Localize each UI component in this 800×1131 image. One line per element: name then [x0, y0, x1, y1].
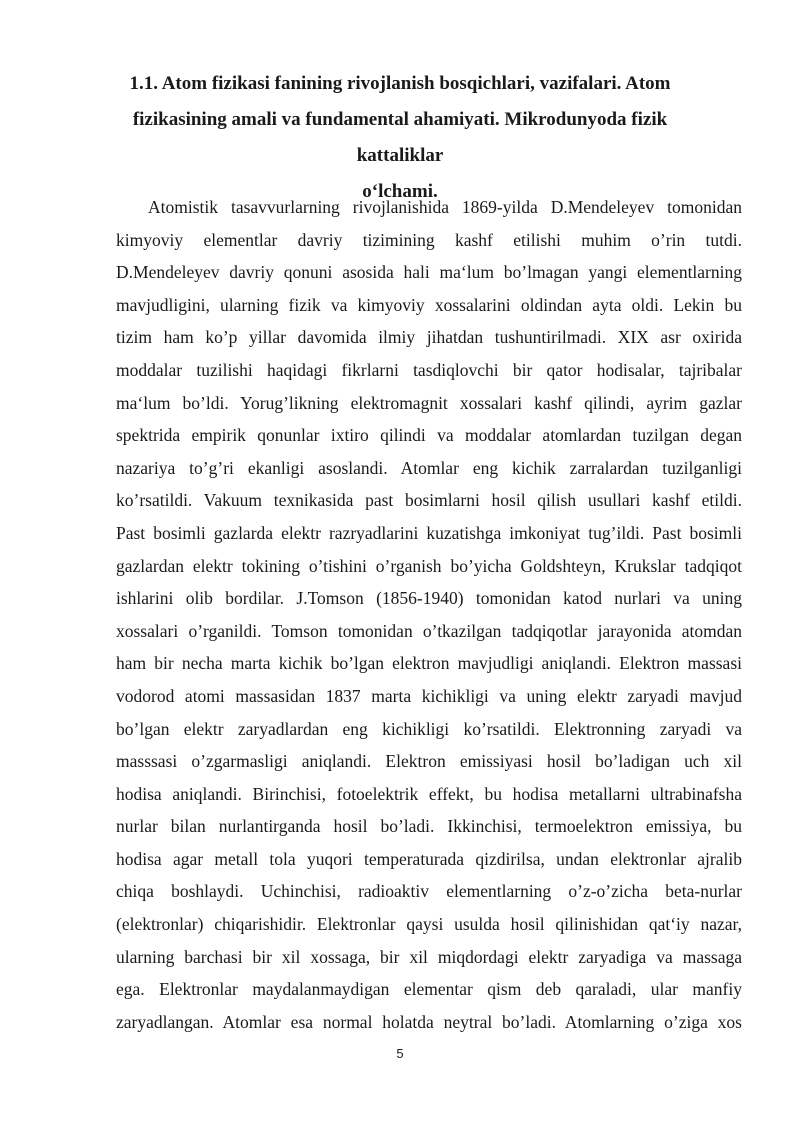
paragraph-line: ham bir necha marta kichik bo’lgan elektron mavjudligi aniqlandi. Elektron massasi: [116, 653, 742, 674]
paragraph-line: kimyoviy elementlar davriy tizimining kashf etilishi muhim o’rin tutdi.: [116, 229, 742, 250]
heading-line: fizikasining amali va fundamental ahamiyati. Mikrodunyoda fizik kattaliklar: [132, 109, 668, 166]
paragraph-line: tizim ham ko’p yillar davomida ilmiy jihatdan tushuntirilmadi. XIX asr oxirida: [116, 327, 742, 348]
paragraph-line: xossalari o’rganildi. Tomson tomonidan o’tkazilgan tadqiqotlar jarayonida atomdan: [116, 620, 742, 641]
paragraph-line: spektrida empirik qonunlar ixtiro qilindi va moddalar atomlardan tuzilgan degan: [116, 425, 742, 446]
paragraph-line: gazlardan elektr tokining o’tishini o’rganish bo’yicha Goldshteyn, Krukslar tadqiqot: [116, 555, 742, 576]
paragraph-line: nazariya to’g’ri ekanligi asoslandi. Atomlar eng kichik zarralardan tuzilganligi: [116, 457, 742, 478]
paragraph-line: (elektronlar) chiqarishidir. Elektronlar qaysi usulda hosil qilinishidan qat‘iy nazar,: [116, 914, 742, 935]
paragraph-line: ishlarini olib bordilar. J.Tomson (1856-1940) tomonidan katod nurlari va uning: [116, 588, 742, 609]
paragraph-line: nurlar bilan nurlantirganda hosil bo’ladi. Ikkinchisi, termoelektron emissiya, bu: [116, 816, 742, 837]
section-heading: [112, 66, 688, 210]
paragraph-line: ma‘lum bo’ldi. Yorug’likning elektromagnit xossalari kashf qilindi, ayrim gazlar: [116, 392, 742, 413]
paragraph-line: D.Mendeleyev davriy qonuni asosida hali ma‘lum bo’lmagan yangi elementlarning: [116, 262, 742, 283]
body-paragraph: [116, 191, 742, 1038]
paragraph-line: ega. Elektronlar maydalanmaydigan elementar qism deb qaraladi, ular manfiy: [116, 979, 742, 1000]
paragraph-line: zaryadlangan. Atomlar esa normal holatda neytral bo’ladi. Atomlarning o’ziga xos: [116, 1011, 742, 1032]
paragraph-line: moddalar tuzilishi haqidagi fikrlarni tasdiqlovchi bir qator hodisalar, tajribalar: [116, 359, 742, 380]
paragraph-line: ularning barchasi bir xil xossaga, bir xil miqdordagi elektr zaryadiga va massaga: [116, 946, 742, 967]
heading-line: 1.1. Atom fizikasi fanining rivojlanish bosqichlari, vazifalari. Atom: [129, 73, 671, 94]
paragraph-line: masssasi o’zgarmasligi aniqlandi. Elektron emissiyasi hosil bo’ladigan uch xil: [116, 751, 742, 772]
paragraph-line: hodisa agar metall tola yuqori temperaturada qizdirilsa, undan elektronlar ajralib: [116, 848, 742, 869]
paragraph-line: mavjudligini, ularning fizik va kimyoviy xossalarini oldindan ayta oldi. Lekin bu: [116, 294, 742, 315]
paragraph-line: Past bosimli gazlarda elektr razryadlarini kuzatishga imkoniyat tug’ildi. Past bosimli: [116, 522, 742, 543]
paragraph-line: Atomistik tasavvurlarning rivojlanishida 1869-yilda D.Mendeleyev tomonidan: [148, 197, 742, 217]
page-number: 5: [396, 1046, 404, 1061]
paragraph-line: hodisa aniqlandi. Birinchisi, fotoelektrik effekt, bu hodisa metallarni ultrabinafsha: [116, 783, 742, 804]
paragraph-line: chiqa boshlaydi. Uchinchisi, radioaktiv elementlarning o’z-o’zicha beta-nurlar: [116, 881, 742, 902]
heading-line: o‘lchami.: [362, 181, 438, 202]
paragraph-line: vodorod atomi massasidan 1837 marta kichikligi va uning elektr zaryadi mavjud: [116, 685, 742, 706]
paragraph-line: ko’rsatildi. Vakuum texnikasida past bosimlarni hosil qilish usullari kashf etildi.: [116, 490, 742, 511]
paragraph-line: bo’lgan elektr zaryadlardan eng kichikligi ko’rsatildi. Elektronning zaryadi va: [116, 718, 742, 739]
